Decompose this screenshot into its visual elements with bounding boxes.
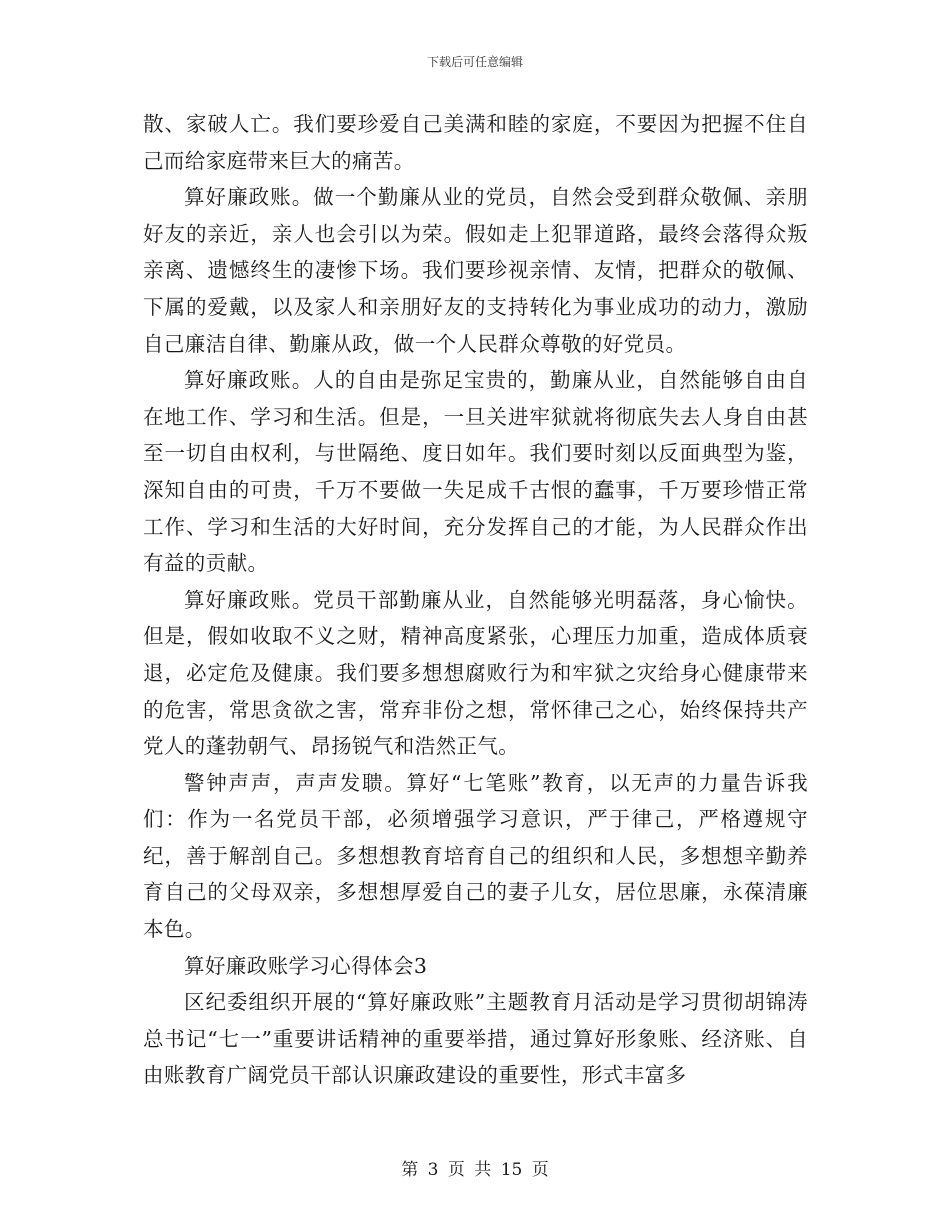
paragraph-reputation: 算好廉政账。做一个勤廉从业的党员，自然会受到群众敬佩、亲朋好友的亲近，亲人也会引以为荣。假如走上犯罪道路，最终会落得众叛亲离、遗憾终生的凄惨下场。我们要珍视亲情、友情，把群众的敬佩、下属的爱戴，以及家人和亲朋好友的支持转化为事业成功的动力，激励自己廉洁自律、勤廉从政，做一个人民群众尊敬的好党员。	[143, 185, 808, 356]
paragraph-health: 算好廉政账。党员干部勤廉从业，自然能够光明磊落，身心愉快。但是，假如收取不义之财，精神高度紧张，心理压力加重，造成体质衰退，必定危及健康。我们要多想想腐败行为和牢狱之灾给身心健康带来的危害，常思贪欲之害，常弃非份之想，常怀律己之心，始终保持共产党人的蓬勃朝气、昂扬锐气和浩然正气。	[143, 587, 808, 759]
section-heading: 算好廉政账学习心得体会3	[184, 953, 428, 978]
header-note: 下载后可任意编辑	[426, 55, 523, 69]
paragraph-section-intro: 区纪委组织开展的“算好廉政账”主题教育月活动是学习贯彻胡锦涛总书记“七一”重要讲话精神的重要举措，通过算好形象账、经济账、自由账教育广阔党员干部认识廉政建设的重要性，形式丰富多	[143, 990, 808, 1088]
paragraph-warning: 警钟声声，声声发聩。算好“七笔账”教育，以无声的力量告诉我们：作为一名党员干部，必须增强学习意识，严于律己，严格遵规守纪，善于解剖自己。多想想教育培育自己的组织和人民，多想想辛勤养育自己的父母双亲，多想想厚爱自己的妻子儿女，居位思廉，永葆清廉本色。	[143, 770, 808, 942]
paragraph-continuation: 散、家破人亡。我们要珍爱自己美满和睦的家庭，不要因为把握不住自己而给家庭带来巨大的痛苦。	[143, 112, 808, 173]
page-number: 第 3 页 共 15 页	[401, 1160, 549, 1180]
document-body	[143, 106, 808, 1094]
paragraph-freedom: 算好廉政账。人的自由是弥足宝贵的，勤廉从业，自然能够自由自在地工作、学习和生活。但是，一旦关进牢狱就将彻底失去人身自由甚至一切自由权利，与世隔绝、度日如年。我们要时刻以反面典型为鉴，深知自由的可贵，千万不要做一失足成千古恨的蠢事，千万要珍惜正常工作、学习和生活的大好时间，充分发挥自己的才能，为人民群众作出有益的贡献。	[143, 368, 808, 576]
